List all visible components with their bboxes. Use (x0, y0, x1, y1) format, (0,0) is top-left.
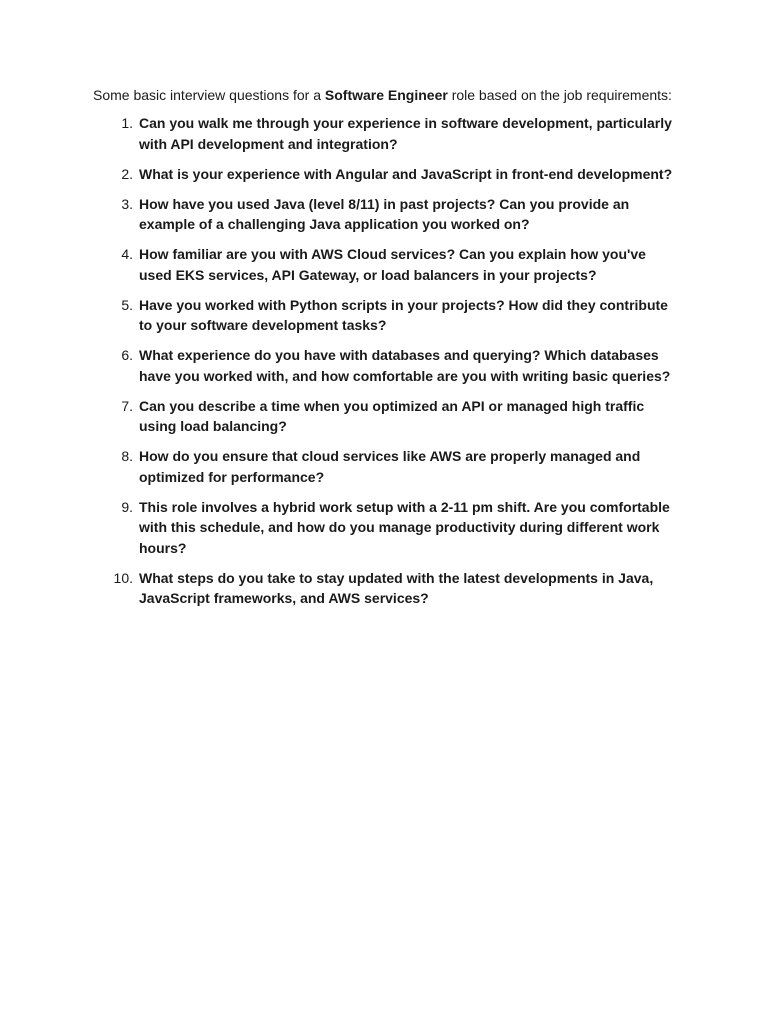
question-item (93, 446, 678, 487)
question-text: This role involves a hybrid work setup with a 2-11 pm shift. Are you comfortable with this schedule, and how do you manage productivity during different work hours? (139, 498, 670, 556)
question-number: 6. (121, 347, 133, 363)
question-list (93, 113, 678, 609)
question-text: Can you describe a time when you optimized an API or managed high traffic using load balancing? (139, 397, 645, 434)
question-text: How familiar are you with AWS Cloud services? Can you explain how you've used EKS services, API Gateway, or load balancers in your projects? (139, 246, 646, 283)
question-item (93, 345, 678, 386)
intro-prefix: Some basic interview questions for a (93, 87, 325, 103)
question-text: How have you used Java (level 8/11) in past projects? Can you provide an example of a challenging Java application you worked on? (139, 195, 630, 232)
question-item (93, 295, 678, 336)
question-text: Can you walk me through your experience in software development, particularly with API development and integration? (139, 115, 672, 152)
question-number: 4. (121, 246, 133, 262)
question-number: 5. (121, 296, 133, 313)
intro-role: Software Engineer (324, 87, 448, 103)
question-text: Have you worked with Python scripts in your projects? How did they contribute to your software development tasks? (139, 296, 668, 333)
intro-paragraph (93, 85, 678, 106)
question-number: 3. (121, 195, 133, 212)
question-text: What is your experience with Angular and JavaScript in front-end development? (139, 165, 673, 182)
question-item (93, 497, 678, 559)
intro-suffix: role based on the job requirements: (447, 87, 672, 103)
question-text: What experience do you have with databases and querying? Which databases have you worked with, and how comfortable are you with writing basic queries? (139, 347, 671, 384)
question-item (93, 244, 678, 285)
question-item (93, 194, 678, 235)
question-item (93, 568, 678, 609)
question-number: 1. (121, 115, 133, 131)
question-item (93, 164, 678, 185)
question-text: What steps do you take to stay updated with the latest developments in Java, JavaScript frameworks, and AWS services? (139, 569, 654, 606)
question-number: 2. (121, 165, 133, 182)
question-number: 10. (113, 569, 133, 586)
question-item (93, 113, 678, 154)
question-item (93, 396, 678, 437)
document-content (93, 85, 678, 618)
question-number: 9. (121, 498, 133, 515)
question-number: 8. (121, 448, 133, 464)
question-number: 7. (121, 397, 133, 414)
question-text: How do you ensure that cloud services like AWS are properly managed and optimized for performance? (139, 448, 641, 485)
